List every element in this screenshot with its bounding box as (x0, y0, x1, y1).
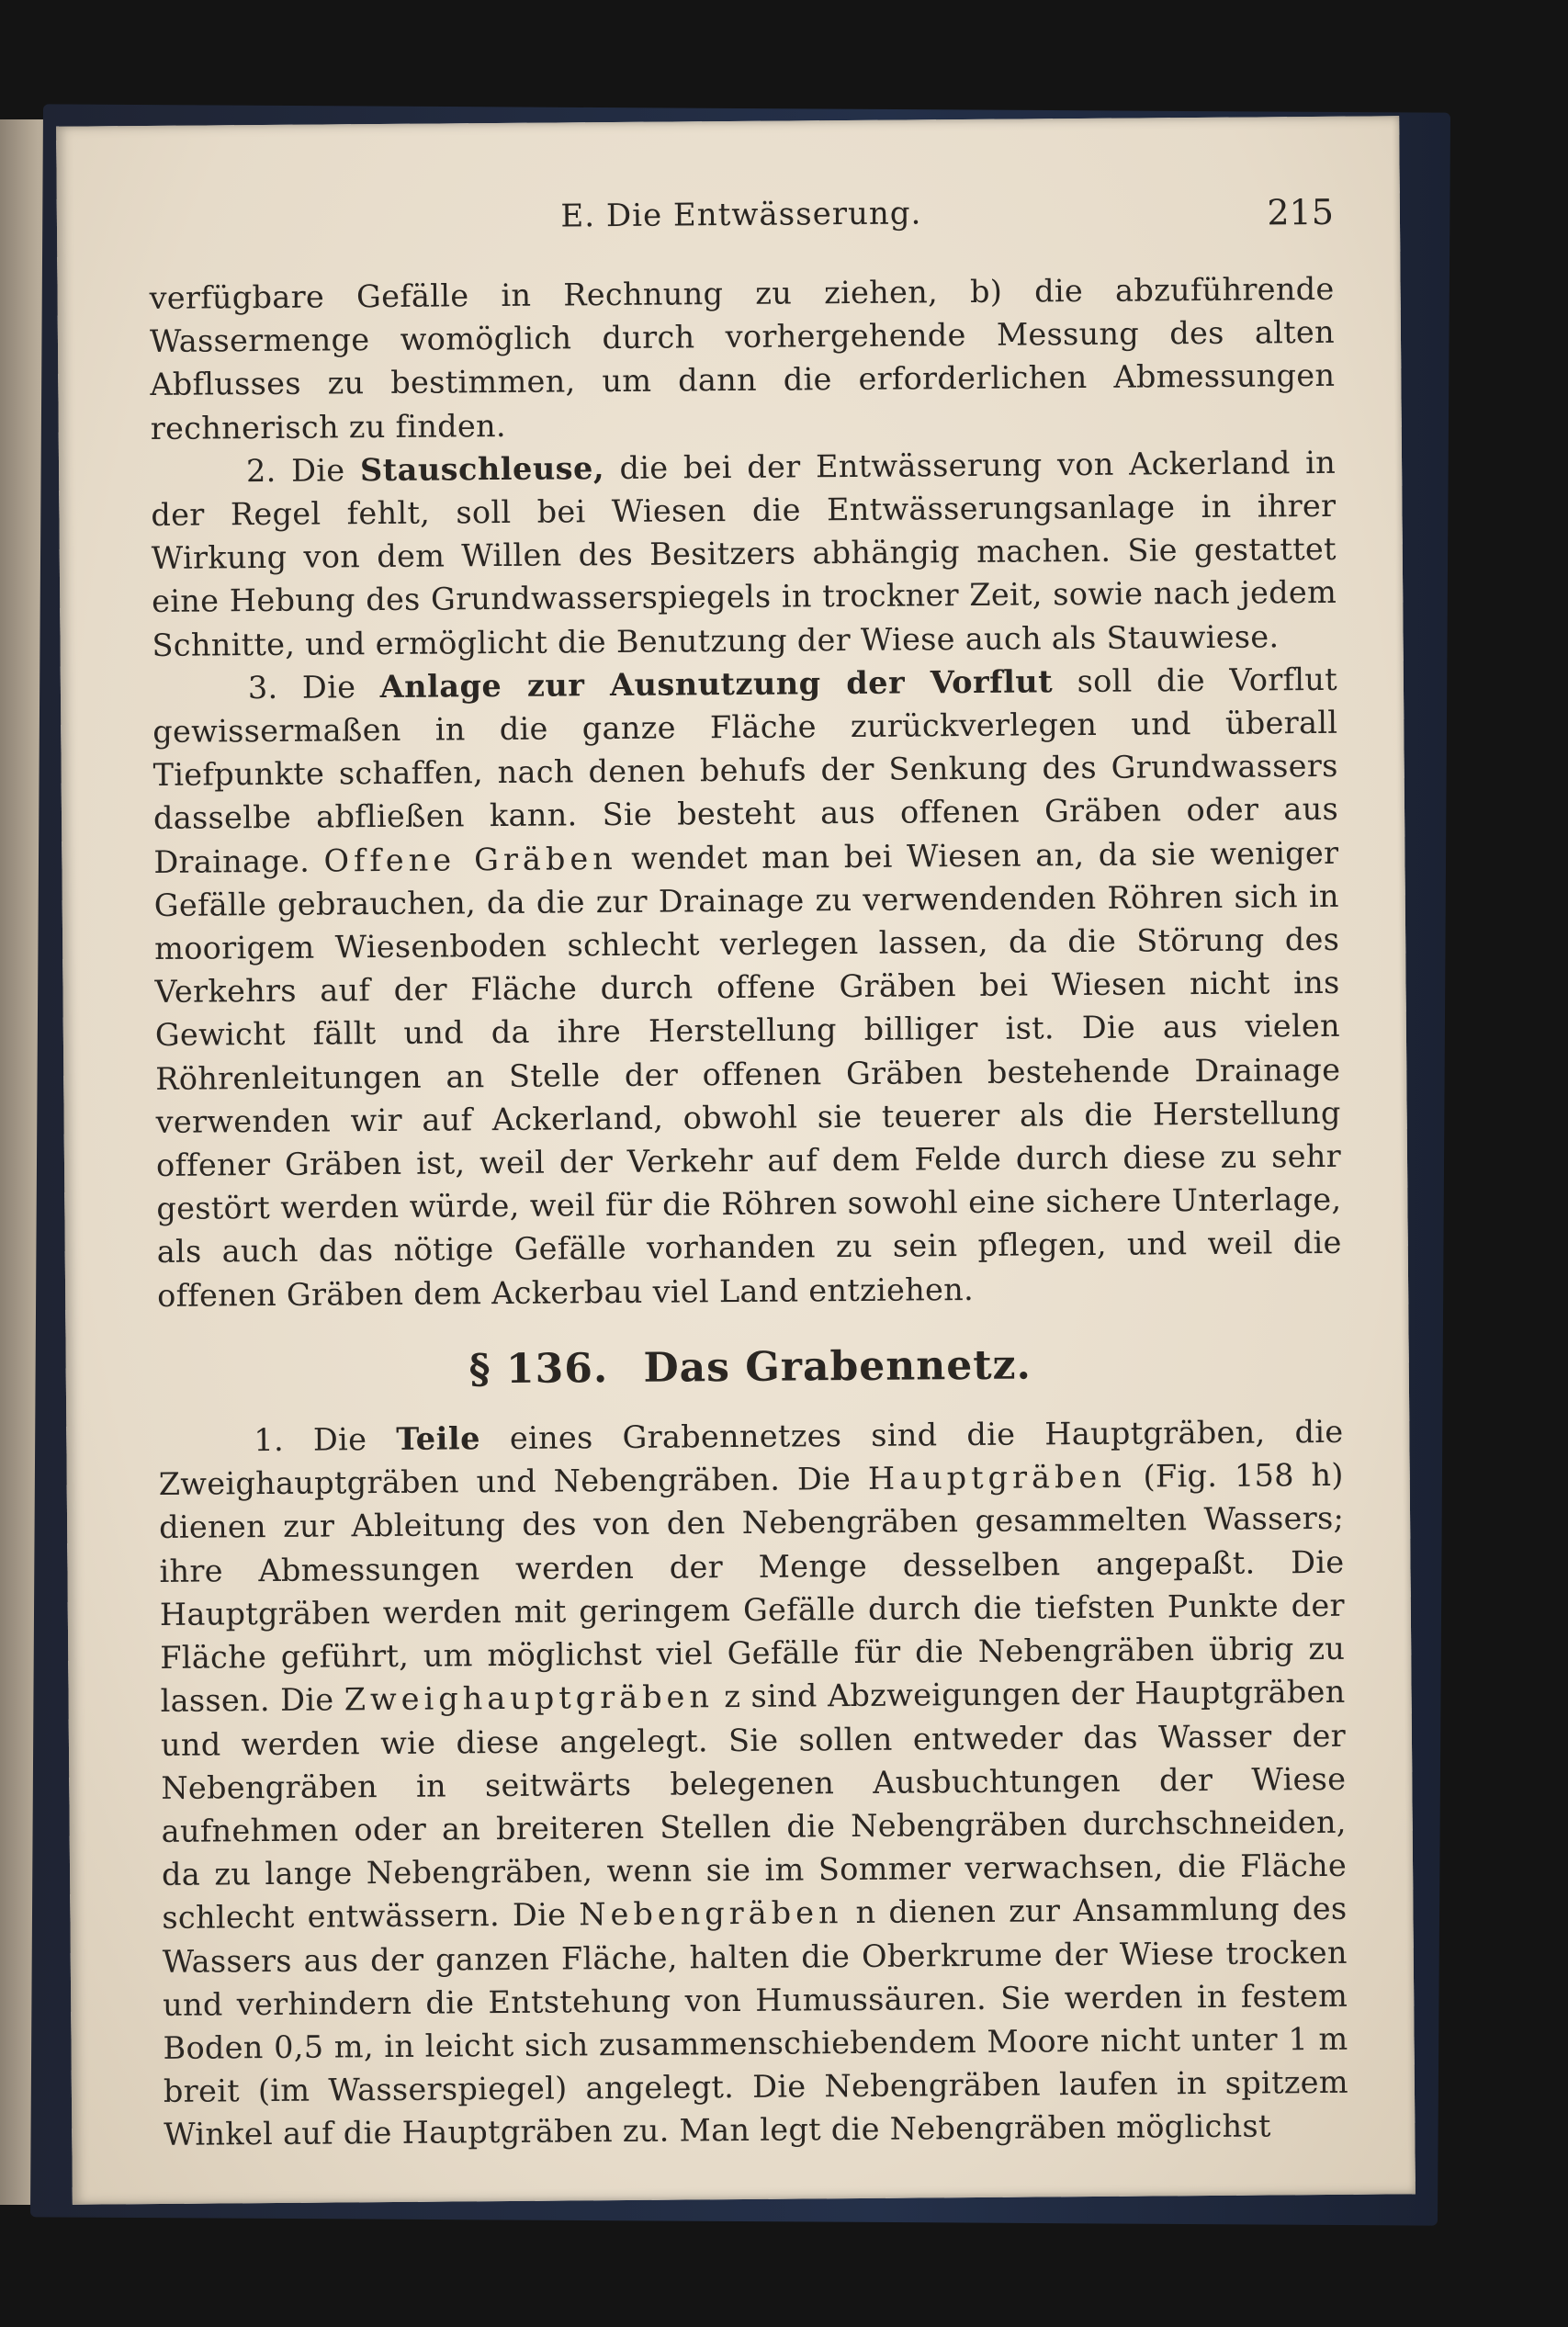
running-head (149, 192, 1334, 256)
term-stauschleuse: Stauschleuse, (359, 449, 605, 489)
term-nebengraeben: Nebengräben (579, 1894, 843, 1933)
paragraph-continuation: verfügbare Gefälle in Rechnung zu ziehen, b) die abzuführende Wassermenge womöglich durch vorhergehende Messung des alten Abflusses zu bestimmen, um dann die erforderlichen Abmessungen rechnerisch zu finden. (149, 270, 1336, 446)
paragraph-text: n dienen zur Ansammlung des Wassers aus der ganzen Fläche, halten die Oberkrume der Wiese trocken und verhindern die Entstehung von Humussäuren. Sie werden in festem Boden 0,5 m, in leicht sich zusammenschiebendem Moore nicht unter 1 m breit (im Wasserspiegel) angelegt. Die Nebengräben laufen in spitzem Winkel auf die Hauptgräben zu. Man legt die Nebengräben möglichst (162, 1891, 1349, 2153)
paragraph-text: soll die Vorflut gewissermaßen in die ganze Fläche zurückverlegen und überall Tiefpunkte schaffen, nach denen behufs der Senkung des Grundwassers dasselbe abfließen kann. Sie besteht aus offenen Gräben oder aus Drainage. (152, 661, 1339, 880)
section-heading (158, 1341, 1343, 1394)
paragraph-vorflut (152, 658, 1343, 1317)
term-zweighauptgraeben: Zweighauptgräben (344, 1678, 715, 1718)
paragraph-stauschleuse (151, 441, 1337, 667)
book-page (56, 116, 1416, 2204)
paragraph-text: die bei der Entwässerung von Ackerland in der Regel fehlt, soll bei Wiesen die Entwässerungsanlage in ihrer Wirkung von dem Willen des Besitzers abhängig machen. Sie gestattet eine Hebung des Grundwasserspiegels in trockner Zeit, sowie nach jedem Schnitte, und ermöglicht die Benutzung der Wiese auch als Stauwiese. (151, 444, 1337, 663)
body-text (149, 267, 1348, 2157)
term-hauptgraeben: Hauptgräben (867, 1458, 1127, 1497)
paragraph-text: wendet man bei Wiesen an, da sie weniger Gefälle gebrauchen, da die zur Drainage zu verwendenden Röhren sich in moorigem Wiesenboden schlecht verlegen lassen, da die Störung des Verkehrs auf der Fläche durch offene Gräben bei Wiesen nicht ins Gewicht fällt und da ihre Herstellung billiger ist. Die aus vielen Röhrenleitungen an Stelle der offenen Gräben bestehende Drainage verwenden wir auf Ackerland, obwohl sie teuerer als die Herstellung offener Gräben ist, weil der Verkehr auf dem Felde durch diese zu sehr gestört werden würde, weil für die Röhren sowohl eine sichere Unterlage, als auch das nötige Gefälle vorhanden zu sein pflegen, und weil die offenen Gräben dem Ackerbau viel Land entziehen. (153, 834, 1342, 1314)
page-content (149, 192, 1349, 2157)
page-number: 215 (1267, 191, 1335, 233)
paragraph-text: (Fig. 158 h) dienen zur Ableitung des von den Nebengräben gesammelten Wassers; ihre Abmessungen werden der Menge desselben angepaßt. Die Hauptgräben werden mit geringem Gefälle durch die tiefsten Punkte der Fläche geführt, um möglichst viel Gefälle für die Nebengräben übrig zu lassen. Die (158, 1457, 1346, 1720)
section-number: § 136. (468, 1344, 609, 1394)
running-head-title: E. Die Entwässerung. (560, 195, 922, 235)
section-title: Das Grabennetz. (643, 1341, 1032, 1392)
paragraph-number: 2. Die (245, 452, 345, 489)
paragraph-number: 1. Die (254, 1421, 367, 1459)
term-teile: Teile (396, 1420, 481, 1457)
paragraph-number: 3. Die (247, 669, 356, 706)
term-anlage-vorflut: Anlage zur Ausnutzung der Vorflut (379, 663, 1054, 705)
paragraph-text: eines Grabennetzes sind die Hauptgräben, die Zweighauptgräben und Nebengräben. Die (158, 1413, 1344, 1503)
paragraph-teile (158, 1410, 1348, 2157)
term-offene-graeben: Offene Gräben (323, 840, 617, 879)
paragraph-text: z sind Abzweigungen der Hauptgräben und werden wie diese angelegt. Sie sollen entweder das Wasser der Nebengräben in seitwärts belegenen Ausbuchtungen der Wiese aufnehmen oder an breiteren Stellen die Nebengräben durchschneiden, da zu lange Nebengräben, wenn sie im Sommer verwachsen, die Fläche schlecht entwässern. Die (160, 1674, 1348, 1937)
